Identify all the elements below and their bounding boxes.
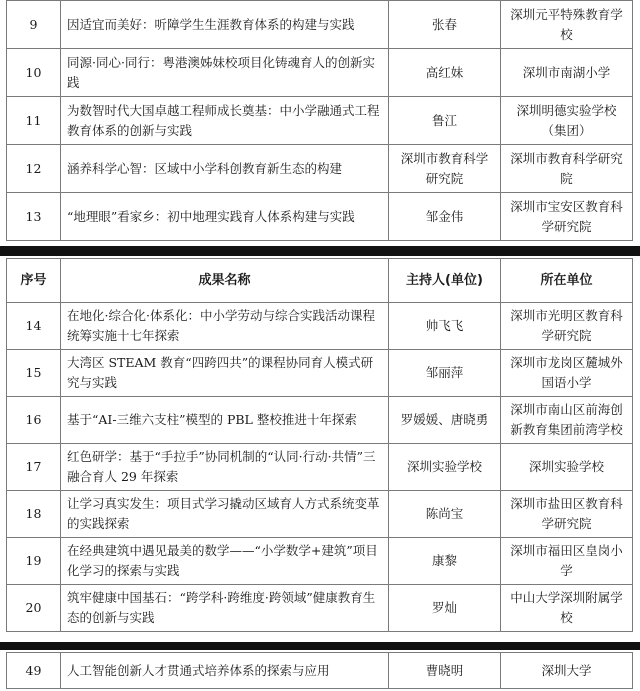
table-row [7,145,633,193]
image-separator-bar [0,246,640,256]
row-number: 49 [7,653,61,689]
achievement-name: 为数智时代大国卓越工程师成长奠基：中小学融通式工程教育体系的创新与实践 [61,97,389,145]
achievements-table-part1 [6,0,633,241]
achievement-name: 涵养科学心智：区域中小学科创教育新生态的构建 [61,145,389,193]
unit-name: 深圳市福田区皇岗小学 [501,538,633,585]
achievement-name: 同源·同心·同行：粤港澳姊妹校项目化铸魂育人的创新实践 [61,49,389,97]
achievement-name: 在地化·综合化·体系化：中小学劳动与综合实践活动课程统筹实施十七年探索 [61,303,389,350]
unit-name: 深圳实验学校 [501,444,633,491]
achievement-name: 因适宜而美好：听障学生生涯教育体系的构建与实践 [61,1,389,49]
host-name: 深圳实验学校 [389,444,501,491]
unit-name: 深圳明德实验学校（集团） [501,97,633,145]
row-number: 18 [7,491,61,538]
row-number: 20 [7,585,61,632]
host-name: 深圳市教育科学研究院 [389,145,501,193]
achievement-name: “地理眼”看家乡：初中地理实践育人体系构建与实践 [61,193,389,241]
row-number: 19 [7,538,61,585]
row-number: 9 [7,1,61,49]
table-block-middle [6,258,632,640]
table-row [7,1,633,49]
unit-name: 深圳市盐田区教育科学研究院 [501,491,633,538]
host-name: 鲁江 [389,97,501,145]
header-host: 主持人(单位) [389,259,501,303]
achievements-table-part2 [6,258,633,632]
host-name: 曹晓明 [389,653,501,689]
achievement-name: 人工智能创新人才贯通式培养体系的探索与应用 [61,653,389,689]
row-number: 13 [7,193,61,241]
achievement-name: 让学习真实发生：项目式学习撬动区域育人方式系统变革的实践探索 [61,491,389,538]
unit-name: 深圳市南山区前海创新教育集团前湾学校 [501,397,633,444]
host-name: 帅飞飞 [389,303,501,350]
table-row [7,444,633,491]
header-name: 成果名称 [61,259,389,303]
achievement-name: 红色研学：基于“手拉手”协同机制的“认同·行动·共情”三融合育人 29 年探索 [61,444,389,491]
row-number: 11 [7,97,61,145]
host-name: 罗灿 [389,585,501,632]
table-row [7,49,633,97]
unit-name: 深圳市宝安区教育科学研究院 [501,193,633,241]
host-name: 陈尚宝 [389,491,501,538]
achievement-name: 筑牢健康中国基石：“跨学科·跨维度·跨领域”健康教育生态的创新与实践 [61,585,389,632]
table-row [7,538,633,585]
table-row [7,585,633,632]
table-row [7,653,633,689]
achievement-name: 大湾区 STEAM 教育“四跨四共”的课程协同育人模式研究与实践 [61,350,389,397]
row-number: 17 [7,444,61,491]
table-block-bottom [6,652,632,691]
unit-name: 深圳市光明区教育科学研究院 [501,303,633,350]
host-name: 邹金伟 [389,193,501,241]
host-name: 高红妹 [389,49,501,97]
achievement-name: 基于“AI-三维六支柱”模型的 PBL 整校推进十年探索 [61,397,389,444]
unit-name: 深圳市南湖小学 [501,49,633,97]
table-row [7,303,633,350]
host-name: 罗媛媛、唐晓勇 [389,397,501,444]
unit-name: 中山大学深圳附属学校 [501,585,633,632]
table-block-top [6,0,632,244]
unit-name: 深圳市龙岗区麓城外国语小学 [501,350,633,397]
achievements-table-part3 [6,652,633,689]
table-row [7,193,633,241]
header-unit: 所在单位 [501,259,633,303]
table-row [7,350,633,397]
table-header-row [7,259,633,303]
table-row [7,397,633,444]
row-number: 10 [7,49,61,97]
unit-name: 深圳元平特殊教育学校 [501,1,633,49]
host-name: 邹丽萍 [389,350,501,397]
table-row [7,491,633,538]
row-number: 16 [7,397,61,444]
host-name: 张春 [389,1,501,49]
row-number: 14 [7,303,61,350]
unit-name: 深圳市教育科学研究院 [501,145,633,193]
header-no: 序号 [7,259,61,303]
table-row [7,97,633,145]
host-name: 康黎 [389,538,501,585]
row-number: 12 [7,145,61,193]
row-number: 15 [7,350,61,397]
achievement-name: 在经典建筑中遇见最美的数学——“小学数学+建筑”项目化学习的探索与实践 [61,538,389,585]
image-separator-bar-2 [0,642,640,650]
unit-name: 深圳大学 [501,653,633,689]
